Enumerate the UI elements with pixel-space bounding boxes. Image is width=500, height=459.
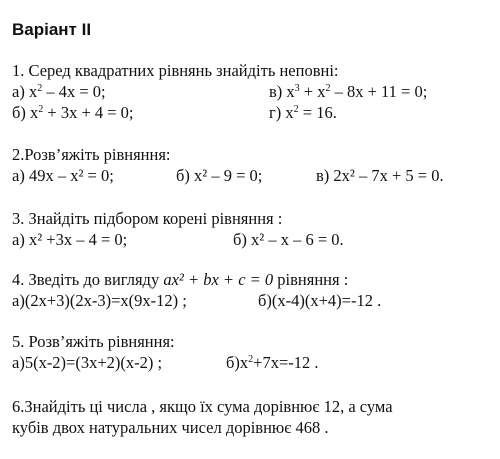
task6-line2: кубів двох натуральних чисел дорівнює 468 . [12,418,329,437]
task1-option-v: в) $x^3 + x^2 - 8x + 11 = 0$; [269,82,428,101]
task3-option-a: а) x² +3x – 4 = 0; [12,230,128,249]
task4-option-a: а)(2x+3)(2x-3)=x(9x-12) ; [12,291,187,310]
task6-line1: 6.Знайдіть ці числа , якщо їх сума дорівнює 12, а сума [12,397,393,416]
task5-option-b: $б)x^2+7x=-12$ . [226,353,319,372]
task4-option-b: б)(x-4)(x+4)=-12 . [258,291,382,310]
task4-formula: ax² + bx + c = 0 [163,270,274,289]
variant-title: Варіант II [12,20,92,39]
task2-option-v: в) 2x² – 7x + 5 = 0. [316,166,444,185]
task2-option-a: а) 49x – x² = 0; [12,166,114,185]
task4-text: 4. Зведіть до вигляду ax² + bx + c = 0 рівняння : [12,270,349,289]
task1-text: 1. Серед квадратних рівнянь знайдіть неповні: [12,61,339,80]
task5-text: 5. Розв’яжіть рівняння: [12,332,175,351]
task2-option-b: б) x² – 9 = 0; [176,166,263,185]
task1-option-a: а) $x^2 - 4x = 0$; [12,82,106,101]
task1-option-g: г) $x^2 = 16$. [269,103,337,122]
task3-text: 3. Знайдіть підбором корені рівняння : [12,209,283,228]
task5-option-a: а)5(x-2)=(3x+2)(x-2) ; [12,353,163,372]
task2-text: 2.Розв’яжіть рівняння: [12,145,171,164]
task3-option-b: б) x² – x – 6 = 0. [233,230,344,249]
task1-option-b: б) $x^2 + 3x + 4 = 0$; [12,103,134,122]
